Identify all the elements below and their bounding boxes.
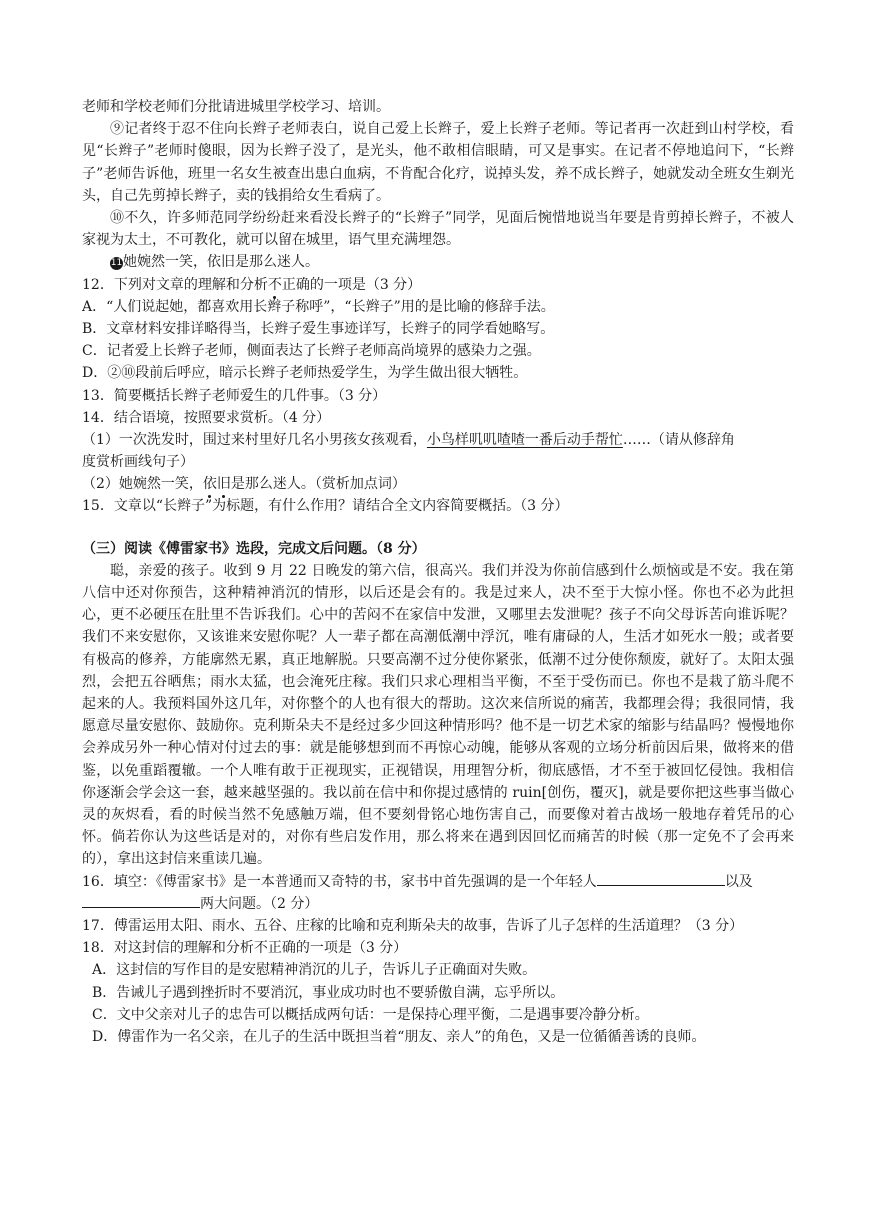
question-12-option-c: C．记者爱上长辫子老师，侧面表达了长辫子老师高尚境界的感染力之强。 (82, 343, 541, 360)
question-15: 15．文章以“长辫子”为标题，有什么作用？请结合全文内容简要概括。（3 分） (82, 498, 569, 515)
question-16-cont (82, 893, 794, 915)
question-18-option-c: C．文中父亲对儿子的忠告可以概括成两句话：一是保持心理平衡，二是遇事要冷静分析。 (92, 1006, 649, 1023)
q14-underlined-sentence: 小鸟样叽叽喳喳一番后动手帮忙 (426, 431, 623, 448)
exam-page (82, 96, 794, 1048)
q16-text: 两大问题。（2 分） (200, 895, 319, 912)
question-14-sub-1-cont: 度赏析画线句子） (82, 454, 194, 471)
question-12-option-b: B．文章材料安排详略得当，长辫子爱生事迹详写，长辫子的同学看她略写。 (82, 320, 555, 337)
story-paragraph-11-text: 她婉然一笑，依旧是那么迷人。 (123, 254, 319, 271)
q14-sub1-text: ……（请从修辞角 (622, 431, 735, 448)
story-paragraph-10: ⑩不久，许多师范同学纷纷赶来看没长辫子的“长辫子”同学，见面后惋惜地说当年要是肯剪掉长辫子，不被人家视为太土，不可教化，就可以留在城里，语气里充满埋怨。 (82, 210, 794, 249)
q12-stem-part: 正确的一项是（3 分） (281, 276, 422, 293)
question-14-sub-2 (82, 473, 794, 495)
q14-dotted-word: 旧 (216, 476, 231, 493)
question-12-option-a: A．“人们说起她，都喜欢用长辫子称呼”，“长辫子”用的是比喻的修辞手法。 (82, 298, 555, 315)
paragraph-number-11-icon: 11 (110, 258, 123, 269)
story-paragraph-8-continuation: 老师和学校老师们分批请进城里学校学习、培训。 (82, 99, 390, 115)
q14-sub2-text: 是那么迷人。（赏析加点词） (230, 476, 406, 493)
question-12-stem (82, 274, 794, 296)
answer-blank[interactable] (597, 871, 725, 886)
question-18-option-d: D．傅雷作为一名父亲，在儿子的生活中既担当着“朋友、亲人”的角色，又是一位循循善诱的良师。 (92, 1029, 706, 1045)
q16-text: 16．填空：《傅雷家书》是一本普通而又奇特的书，家书中首先强调的是一个年轻人 (82, 873, 597, 890)
question-14-stem: 14．结合语境，按照要求赏析。（4 分） (82, 409, 331, 426)
question-14-sub-1 (82, 429, 794, 451)
q12-emphasis-dot-word: 不 (267, 276, 282, 293)
question-16 (82, 871, 794, 893)
q14-sub1-text: （1）一次洗发时，围过来村里好几名小男孩女孩观看， (82, 431, 427, 448)
question-18-option-a: A．这封信的写作目的是安慰精神消沉的儿子，告诉儿子正确面对失败。 (92, 962, 537, 979)
q14-sub2-text: （2）她婉然一笑， (82, 476, 203, 493)
fu-lei-letter: 聪，亲爱的孩子。收到 9 月 22 日晚发的第六信，很高兴。我们并没为你前信感到什么烦恼或是不安。我在第八信中还对你预告，这种精神消沉的情形，以后还是会有的。我是过来人，决不至于大惊小怪。你也不必为此担心，更不必硬压在肚里不告诉我们。心中的苦闷不在家信中发泄，又哪里去发泄呢？孩子不向父母诉苦向谁诉呢？我们不来安慰你，又该谁来安慰你呢？人一辈子都在高潮低潮中浮沉，唯有庸碌的人，生活才如死水一般；或者要有极高的修养，方能廓然无累，真正地解脱。只要高潮不过分使你紧张，低潮不过分使你颓废，就好了。太阳太强烈，会把五谷晒焦；雨水太猛，也会淹死庄稼。我们只求心理相当平衡，不至于受伤而已。你也不是栽了筋斗爬不起来的人。我预料国外这几年，对你整个的人也有很大的帮助。这次来信所说的痛苦，我都理会得；我很同情，我愿意尽量安慰你、鼓励你。克利斯朵夫不是经过多少回这种情形吗？他不是一切艺术家的缩影与结晶吗？慢慢地你会养成另外一种心情对付过去的事：就是能够想到而不再惊心动魄，能够从客观的立场分析前因后果，做将来的借鉴，以免重蹈覆辙。一个人唯有敢于正视现实，正视错误，用理智分析，彻底感悟，才不至于被回忆侵蚀。我相信你逐渐会学会这一套，越来越坚强的。我以前在信中和你提过感情的 ruin[创伤，覆灭]，就是要你把这些事当做心灵的灰烬看，看的时候当然不免感触万端，但不要刻骨铭心地伤害自己，而要像对着古战场一般地存着凭吊的心怀。倘若你认为这些话是对的，对你有些启发作用，那么将来在遇到因回忆而痛苦的时候（那一定免不了会再来的），拿出这封信来重读几遍。 (82, 562, 794, 868)
question-12-option-d: D．②⑩段前后呼应，暗示长辫子老师热爱学生，为学生做出很大牺牲。 (82, 365, 528, 382)
section-3-heading: （三）阅读《傅雷家书》选段，完成文后问题。（8 分） (82, 540, 426, 557)
answer-blank[interactable] (82, 893, 200, 908)
q14-dotted-word: 依 (202, 476, 217, 493)
story-paragraph-11 (82, 251, 794, 273)
q12-stem-part: 12．下列对文章的理解和分析 (82, 276, 268, 293)
question-13: 13．简要概括长辫子老师爱生的几件事。（3 分） (82, 387, 387, 404)
q16-text: 以及 (724, 873, 753, 890)
question-17: 17．傅雷运用太阳、雨水、五谷、庄稼的比喻和克利斯朵夫的故事，告诉了儿子怎样的生活道理？（3 分） (82, 918, 744, 935)
story-paragraph-9: ⑨记者终于忍不住向长辫子老师表白，说自己爱上长辫子，爱上长辫子老师。等记者再一次赶到山村学校，看见“长辫子”老师时傻眼，因为长辫子没了，是光头，他不敢相信眼睛，可又是事实。在记者不停地追问下，“长辫子”老师告诉他，班里一名女生被查出患白血病，不肯配合化疗，说掉头发，养不成长辫子，她就发动全班女生剃光头，自己先剪掉长辫子，卖的钱捐给女生看病了。 (82, 121, 794, 204)
question-18-stem: 18．对这封信的理解和分析不正确的一项是（3 分） (82, 940, 408, 957)
question-18-option-b: B．告诫儿子遇到挫折时不要消沉，事业成功时也不要骄傲自满，忘乎所以。 (92, 984, 565, 1001)
